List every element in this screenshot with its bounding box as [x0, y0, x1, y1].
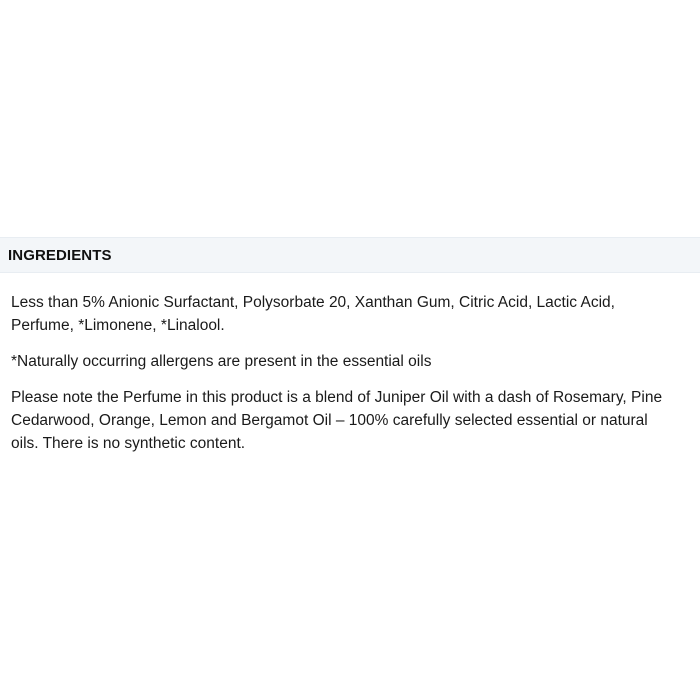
ingredient-list	[11, 291, 700, 337]
ingredient-list-line: Less than 5% Anionic Surfactant, Polysorbate 20, Xanthan Gum, Citric Acid, Lactic Acid,	[11, 294, 615, 311]
perfume-note	[11, 386, 700, 455]
ingredients-panel	[0, 237, 700, 468]
allergen-note-text: *Naturally occurring allergens are present in the essential oils	[11, 353, 432, 370]
allergen-note	[11, 350, 700, 373]
ingredients-header	[0, 237, 700, 273]
perfume-note-line: Cedarwood, Orange, Lemon and Bergamot Oil – 100% carefully selected essential or natural	[11, 412, 648, 429]
section-title: INGREDIENTS	[8, 246, 112, 264]
ingredient-list-line: Perfume, *Limonene, *Linalool.	[11, 317, 225, 334]
perfume-note-line: oils. There is no synthetic content.	[11, 435, 246, 452]
ingredients-body	[0, 273, 700, 455]
perfume-note-line: Please note the Perfume in this product is a blend of Juniper Oil with a dash of Rosemary, Pine	[11, 389, 663, 406]
